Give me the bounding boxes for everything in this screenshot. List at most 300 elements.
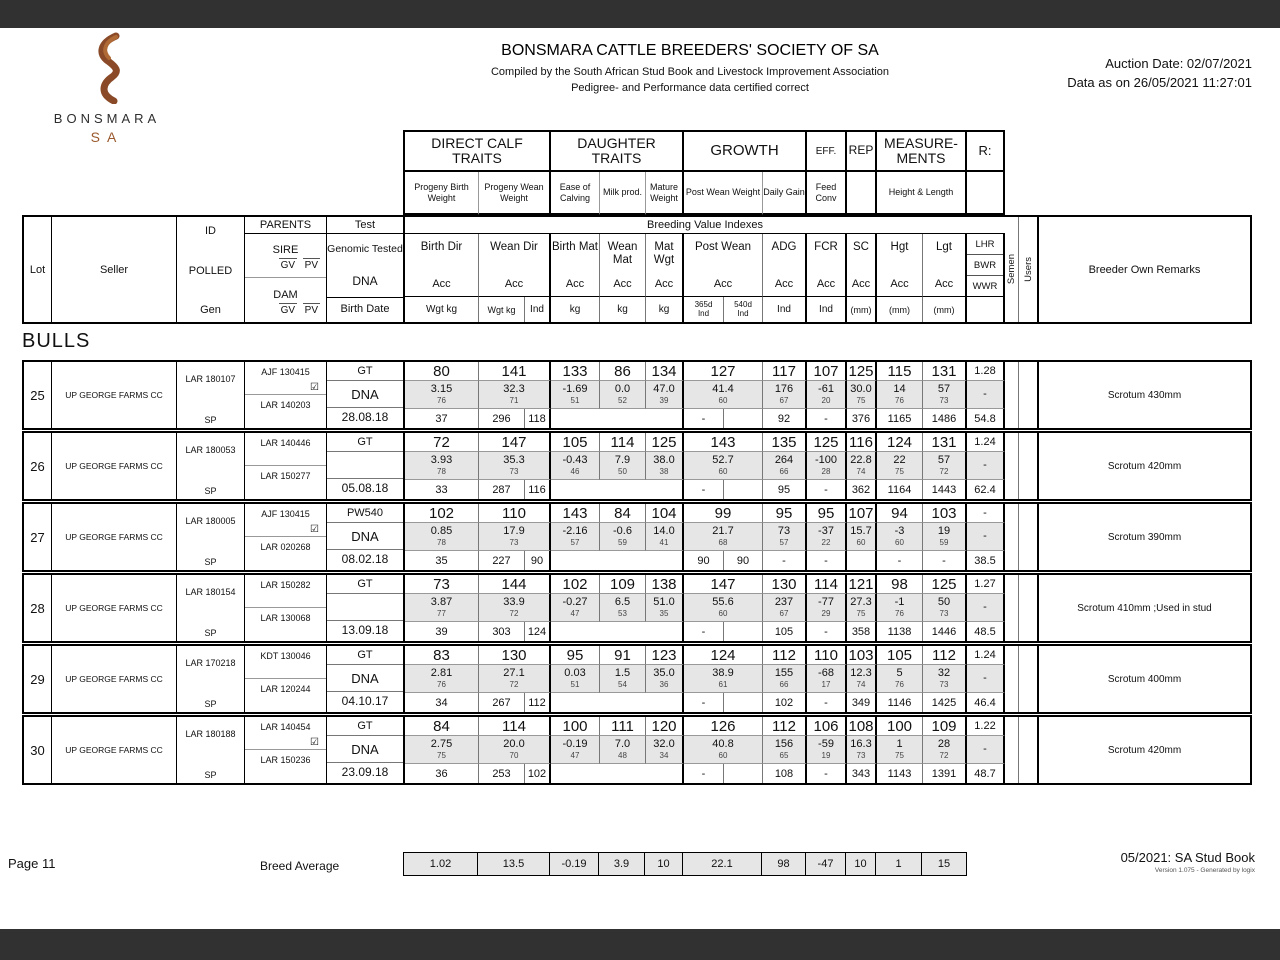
viewer-top-bar	[0, 0, 1280, 28]
idx-hgt: 98	[877, 575, 923, 594]
bv-wean-mat: 0.0 52	[600, 381, 646, 409]
lhr-value: -	[967, 504, 1005, 523]
dam-id: LAR 140203	[260, 400, 311, 410]
acc-value: 68	[718, 538, 728, 547]
bv-wean-mat: 7.0 48	[600, 736, 646, 764]
acc-value: 75	[856, 609, 866, 618]
dam-id: LAR 120244	[260, 684, 311, 694]
genotyped-checkbox-icon: ☑	[310, 524, 319, 535]
birth-wgt-kg: 33	[405, 480, 479, 499]
seller-name: UP GEORGE FARMS CC	[52, 362, 177, 428]
sire-id: AJF 130415	[261, 509, 310, 519]
idx-lgt: 112	[923, 646, 967, 665]
auction-info	[1067, 54, 1252, 92]
acc-value: 74	[856, 467, 866, 476]
kg-blank	[551, 764, 684, 783]
bv-post-wean: 40.8 60	[684, 736, 763, 764]
col-lot: Lot	[24, 217, 52, 322]
lot-number: 25	[24, 362, 52, 428]
metric-post-wean: Post Wean Acc	[684, 234, 763, 297]
bv-wean-mat: 1.5 54	[600, 665, 646, 693]
lgt-mm: -	[923, 551, 967, 570]
dna-flag	[327, 452, 403, 479]
pw-365-ind: -	[684, 764, 724, 783]
pw-540-ind	[724, 480, 763, 499]
seller-name: UP GEORGE FARMS CC	[52, 717, 177, 783]
test-type: GT	[327, 717, 403, 736]
lgt-mm: 1443	[923, 480, 967, 499]
acc-value: 48	[618, 751, 627, 760]
wean-wgt-kg: 227	[479, 551, 525, 570]
col-parents	[245, 217, 327, 322]
bv-post-wean: 38.9 61	[684, 665, 763, 693]
bv-birth-dir: 3.87 77	[405, 594, 479, 622]
bv-fcr: -68 17	[807, 665, 847, 693]
gen-code: SP	[204, 557, 217, 567]
bull-row	[22, 431, 1252, 501]
logo-sub-text: SA	[90, 129, 124, 145]
idx-wean-dir: 114	[479, 717, 551, 736]
idx-wean-dir: 110	[479, 504, 551, 523]
breeder-remarks: Scrotum 420mm	[1107, 744, 1182, 756]
idx-hgt: 94	[877, 504, 923, 523]
users-cell	[1019, 433, 1039, 499]
wean-wgt-kg: 296	[479, 409, 525, 428]
gv-label: GV	[280, 304, 296, 316]
kg-blank	[551, 693, 684, 712]
col-test	[327, 217, 405, 322]
avg-hgt: 1	[876, 853, 922, 875]
metric-birth-mat: Birth Mat Acc	[551, 234, 600, 297]
idx-fcr: 106	[807, 717, 847, 736]
bv-birth-dir: 2.75 75	[405, 736, 479, 764]
col-seller: Seller	[52, 217, 177, 322]
bv-lgt: 57 73	[923, 381, 967, 409]
bv-wean-dir: 20.0 70	[479, 736, 551, 764]
fcr-ind: -	[807, 693, 847, 712]
idx-sc: 107	[847, 504, 877, 523]
idx-adg: 135	[763, 433, 807, 452]
sire-id: LAR 140446	[260, 438, 311, 448]
bv-adg: 155 66	[763, 665, 807, 693]
wwr-value: 48.7	[967, 764, 1005, 783]
acc-value: 60	[856, 538, 866, 547]
idx-sc: 125	[847, 362, 877, 381]
test-type: GT	[327, 575, 403, 594]
semen-cell	[1005, 717, 1019, 783]
idx-mat-wgt: 125	[646, 433, 684, 452]
bv-fcr: -59 19	[807, 736, 847, 764]
dam-id: LAR 130068	[260, 613, 311, 623]
gen-code: SP	[204, 486, 217, 496]
idx-mat-wgt: 120	[646, 717, 684, 736]
sire-id: LAR 150282	[260, 580, 311, 590]
wean-ind: 90	[525, 551, 551, 570]
idx-birth-mat: 133	[551, 362, 600, 381]
breeder-remarks: Scrotum 390mm	[1107, 531, 1182, 543]
acc-value: 59	[939, 538, 949, 547]
test-cell	[327, 433, 405, 499]
group-r: R:	[967, 130, 1005, 172]
acc-value: 47	[570, 751, 580, 760]
page-subtitle-2: Pedigree- and Performance data certified correct	[571, 82, 809, 94]
bwr-value: -	[967, 594, 1005, 622]
avg-mat-wgt: 10	[645, 853, 683, 875]
idx-wean-mat: 109	[600, 575, 646, 594]
metric-wean-mat: Wean Mat Acc	[600, 234, 646, 297]
bv-fcr: -77 29	[807, 594, 847, 622]
dna-flag: DNA	[327, 523, 403, 550]
idx-adg: 95	[763, 504, 807, 523]
acc-value: 66	[779, 680, 789, 689]
bv-mat-wgt: 51.0 35	[646, 594, 684, 622]
trait-group-bands	[403, 130, 1003, 215]
birth-wgt-kg: 39	[405, 622, 479, 641]
idx-hgt: 115	[877, 362, 923, 381]
logo-text: BONSMARA	[53, 111, 161, 126]
parents-cell	[245, 504, 327, 570]
fcr-ind: -	[807, 622, 847, 641]
idx-adg: 112	[763, 646, 807, 665]
page-title: BONSMARA CATTLE BREEDERS' SOCIETY OF SA	[501, 42, 879, 59]
bv-hgt: 14 76	[877, 381, 923, 409]
idx-fcr: 114	[807, 575, 847, 594]
bv-lgt: 57 72	[923, 452, 967, 480]
lgt-mm: 1446	[923, 622, 967, 641]
idx-post-wean: 127	[684, 362, 763, 381]
users-cell	[1019, 504, 1039, 570]
unit-kg: kg	[551, 297, 600, 322]
acc-value: 76	[895, 396, 904, 405]
acc-value: 75	[437, 751, 446, 760]
test-cell	[327, 504, 405, 570]
hgt-mm: 1146	[877, 693, 923, 712]
acc-value: 41	[659, 538, 669, 547]
stud-book-edition: 05/2021: SA Stud Book	[1120, 850, 1255, 865]
metric-fcr: FCR Acc	[807, 234, 847, 297]
metric-mat-wgt: Mat Wgt Acc	[646, 234, 684, 297]
wwr-value: 48.5	[967, 622, 1005, 641]
bv-birth-mat: 0.03 51	[551, 665, 600, 693]
bv-hgt: 5 76	[877, 665, 923, 693]
wean-ind: 116	[525, 480, 551, 499]
idx-post-wean: 143	[684, 433, 763, 452]
semen-cell	[1005, 433, 1019, 499]
lhr-value: 1.24	[967, 433, 1005, 452]
idx-birth-dir: 72	[405, 433, 479, 452]
fcr-ind: -	[807, 409, 847, 428]
bwr-value: -	[967, 736, 1005, 764]
bv-adg: 237 67	[763, 594, 807, 622]
unit-365d-ind: 365d Ind	[684, 297, 724, 322]
page-footer	[0, 848, 1280, 908]
stud-book-info	[1121, 850, 1255, 874]
acc-value: 38	[659, 467, 669, 476]
birth-wgt-kg: 34	[405, 693, 479, 712]
unit-ind: Ind	[525, 297, 551, 322]
hgt-mm: -	[877, 551, 923, 570]
bv-sc: 12.3 74	[847, 665, 877, 693]
viewer-bottom-bar	[0, 929, 1280, 960]
bv-hgt: 22 75	[877, 452, 923, 480]
bwr-value: -	[967, 452, 1005, 480]
bv-mat-wgt: 47.0 39	[646, 381, 684, 409]
pw-540-ind	[724, 622, 763, 641]
gen-code: SP	[204, 770, 217, 780]
acc-value: 60	[718, 609, 728, 618]
idx-birth-mat: 95	[551, 646, 600, 665]
hgt-mm: 1164	[877, 480, 923, 499]
bv-adg: 156 65	[763, 736, 807, 764]
pw-365-ind: -	[684, 409, 724, 428]
pw-540-ind	[724, 693, 763, 712]
dam-header: DAM GV PV	[273, 288, 318, 316]
acc-value: 73	[509, 467, 519, 476]
idx-wean-dir: 130	[479, 646, 551, 665]
semen-cell	[1005, 646, 1019, 712]
wean-ind: 112	[525, 693, 551, 712]
col-id-polled-gen	[177, 217, 245, 322]
trait-progeny-birth-weight: Progeny Birth Weight	[405, 172, 479, 215]
idx-post-wean: 126	[684, 717, 763, 736]
birth-wgt-kg: 35	[405, 551, 479, 570]
col-users: Users	[1019, 217, 1039, 322]
hgt-mm: 1165	[877, 409, 923, 428]
sire-id-cell	[245, 575, 326, 608]
bwr-label: BWR	[967, 254, 1003, 275]
trait-rep-spacer	[847, 172, 877, 215]
test-type: GT	[327, 362, 403, 381]
idx-fcr: 95	[807, 504, 847, 523]
idx-mat-wgt: 138	[646, 575, 684, 594]
birth-date-label: Birth Date	[327, 297, 403, 320]
column-header-row	[22, 215, 1252, 324]
birth-date: 05.08.18	[341, 481, 389, 495]
metric-hgt: Hgt Acc	[877, 234, 923, 297]
parents-cell	[245, 646, 327, 712]
acc-value: 61	[718, 680, 728, 689]
acc-value: 28	[821, 467, 831, 476]
breeder-remarks: Scrotum 410mm ;Used in stud	[1077, 602, 1212, 614]
acc-value: 60	[718, 467, 728, 476]
test-type: GT	[327, 433, 403, 452]
group-growth: GROWTH	[684, 130, 807, 172]
acc-value: 66	[779, 467, 789, 476]
test-cell	[327, 646, 405, 712]
bv-post-wean: 21.7 68	[684, 523, 763, 551]
semen-cell	[1005, 504, 1019, 570]
idx-post-wean: 99	[684, 504, 763, 523]
acc-value: 17	[821, 680, 831, 689]
bv-hgt: 1 75	[877, 736, 923, 764]
bv-mat-wgt: 32.0 34	[646, 736, 684, 764]
fcr-ind: -	[807, 764, 847, 783]
adg-ind: 108	[763, 764, 807, 783]
sc-mm: 376	[847, 409, 877, 428]
bv-birth-mat: -2.16 57	[551, 523, 600, 551]
gv-label: GV	[280, 260, 296, 271]
trait-milk-prod: Milk prod.	[600, 172, 646, 215]
bv-birth-dir: 2.81 76	[405, 665, 479, 693]
acc-value: 35	[659, 609, 669, 618]
avg-fcr: -47	[806, 853, 846, 875]
sire-id-cell	[245, 646, 326, 679]
adg-ind: 105	[763, 622, 807, 641]
acc-value: 74	[856, 680, 866, 689]
acc-value: 51	[570, 680, 580, 689]
seller-name: UP GEORGE FARMS CC	[52, 504, 177, 570]
hgt-mm: 1138	[877, 622, 923, 641]
acc-value: 75	[856, 396, 866, 405]
bwr-value: -	[967, 381, 1005, 409]
acc-value: 77	[437, 609, 446, 618]
dna-flag: DNA	[327, 736, 403, 763]
bv-lgt: 19 59	[923, 523, 967, 551]
acc-value: 78	[437, 467, 446, 476]
breeding-value-indexes-label: Breeding Value Indexes	[405, 217, 1005, 234]
lgt-mm: 1425	[923, 693, 967, 712]
hgt-mm: 1143	[877, 764, 923, 783]
idx-wean-mat: 86	[600, 362, 646, 381]
idx-birth-mat: 105	[551, 433, 600, 452]
genotyped-checkbox-icon: ☑	[310, 737, 319, 748]
bv-hgt: -3 60	[877, 523, 923, 551]
users-cell	[1019, 362, 1039, 428]
unit-mm: (mm)	[847, 297, 877, 322]
bv-wean-dir: 35.3 73	[479, 452, 551, 480]
sire-id: KDT 130046	[260, 651, 311, 661]
acc-value: 76	[895, 609, 904, 618]
generator-version: Version 1.075 - Generated by logix	[1154, 867, 1255, 874]
acc-value: 52	[618, 396, 627, 405]
breeder-remarks: Scrotum 400mm	[1107, 673, 1182, 685]
idx-lgt: 125	[923, 575, 967, 594]
bv-post-wean: 55.6 60	[684, 594, 763, 622]
sire-id: LAR 140454	[260, 722, 311, 732]
acc-value: 75	[895, 751, 904, 760]
acc-value: 72	[509, 609, 519, 618]
lgt-mm: 1486	[923, 409, 967, 428]
pw-365-ind: -	[684, 693, 724, 712]
idx-hgt: 105	[877, 646, 923, 665]
lhr-value: 1.22	[967, 717, 1005, 736]
trait-daily-gain: Daily Gain	[763, 172, 807, 215]
title-block	[380, 42, 1000, 94]
bv-wean-dir: 17.9 73	[479, 523, 551, 551]
avg-sc: 10	[846, 853, 876, 875]
gen-code: SP	[204, 628, 217, 638]
bull-row	[22, 360, 1252, 430]
acc-value: 73	[939, 609, 949, 618]
pw-365-ind: -	[684, 622, 724, 641]
col-gen: Gen	[200, 304, 221, 316]
users-cell	[1019, 646, 1039, 712]
bv-mat-wgt: 35.0 36	[646, 665, 684, 693]
col-semen: Semen	[1005, 217, 1019, 322]
animal-id-cell	[177, 504, 245, 570]
parents-cell	[245, 717, 327, 783]
acc-value: 60	[718, 396, 728, 405]
acc-value: 29	[821, 609, 831, 618]
seller-name: UP GEORGE FARMS CC	[52, 575, 177, 641]
birth-date: 04.10.17	[341, 694, 389, 708]
col-id: ID	[205, 225, 216, 237]
idx-hgt: 124	[877, 433, 923, 452]
dna-flag: DNA	[327, 665, 403, 692]
avg-wean-mat: 3.9	[599, 853, 645, 875]
sire-id: AJF 130415	[261, 367, 310, 377]
col-breeder-remarks: Breeder Own Remarks	[1088, 263, 1201, 276]
catalog-table	[22, 130, 1252, 786]
wean-wgt-kg: 303	[479, 622, 525, 641]
idx-birth-mat: 102	[551, 575, 600, 594]
birth-date: 28.08.18	[341, 410, 389, 424]
bv-mat-wgt: 38.0 38	[646, 452, 684, 480]
metric-lgt: Lgt Acc	[923, 234, 967, 297]
bv-sc: 22.8 74	[847, 452, 877, 480]
bv-fcr: -37 22	[807, 523, 847, 551]
dna-label: DNA	[352, 273, 378, 288]
idx-birth-mat: 100	[551, 717, 600, 736]
acc-value: 65	[779, 751, 789, 760]
bv-post-wean: 52.7 60	[684, 452, 763, 480]
breeder-remarks: Scrotum 420mm	[1107, 460, 1182, 472]
wean-wgt-kg: 287	[479, 480, 525, 499]
bull-row	[22, 502, 1252, 572]
bwr-value: -	[967, 523, 1005, 551]
animal-id-cell	[177, 717, 245, 783]
group-direct-calf-traits: DIRECT CALF TRAITS	[405, 130, 551, 172]
bv-birth-dir: 3.15 76	[405, 381, 479, 409]
lhr-value: 1.24	[967, 646, 1005, 665]
animal-id-cell	[177, 433, 245, 499]
idx-sc: 116	[847, 433, 877, 452]
idx-birth-dir: 73	[405, 575, 479, 594]
wean-ind: 124	[525, 622, 551, 641]
idx-hgt: 100	[877, 717, 923, 736]
acc-value: 46	[570, 467, 580, 476]
acc-value: 67	[779, 609, 789, 618]
idx-sc: 103	[847, 646, 877, 665]
sc-mm	[847, 551, 877, 570]
acc-value: 57	[570, 538, 580, 547]
bv-sc: 15.7 60	[847, 523, 877, 551]
trait-feed-conv: Feed Conv	[807, 172, 847, 215]
seller-name: UP GEORGE FARMS CC	[52, 433, 177, 499]
kg-blank	[551, 622, 684, 641]
acc-value: 60	[718, 751, 728, 760]
sire-id-cell	[245, 362, 326, 395]
birth-wgt-kg: 37	[405, 409, 479, 428]
bv-sc: 27.3 75	[847, 594, 877, 622]
acc-value: 70	[509, 751, 519, 760]
metric-adg: ADG Acc	[763, 234, 807, 297]
idx-wean-dir: 141	[479, 362, 551, 381]
idx-birth-mat: 143	[551, 504, 600, 523]
data-as-on: Data as on 26/05/2021 11:27:01	[1067, 75, 1252, 90]
dam-id: LAR 150277	[260, 471, 311, 481]
page-subtitle-1: Compiled by the South African Stud Book and Livestock Improvement Association	[490, 66, 890, 78]
lot-number: 29	[24, 646, 52, 712]
idx-lgt: 109	[923, 717, 967, 736]
acc-value: 51	[570, 396, 580, 405]
pw-365-ind: 90	[684, 551, 724, 570]
bv-fcr: -100 28	[807, 452, 847, 480]
group-measurements: MEASURE-MENTS	[877, 130, 967, 172]
acc-value: 67	[779, 396, 789, 405]
idx-sc: 108	[847, 717, 877, 736]
bonsmara-brand-icon	[52, 32, 172, 109]
